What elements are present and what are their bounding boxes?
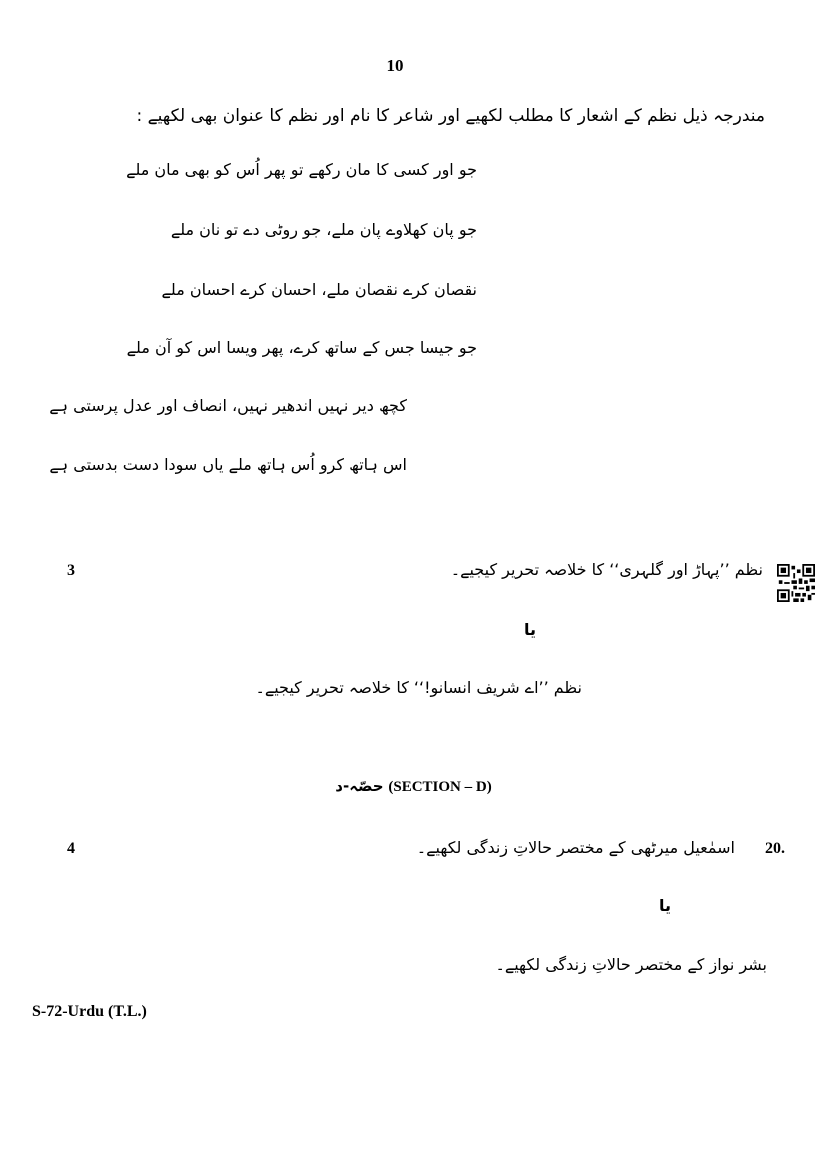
verse-line-3: نقصان کرے نقصان ملے، احسان کرے احسان ملے: [161, 280, 477, 299]
summary-option-b: نظم ’’اے شریف انسانو!‘‘ کا خلاصہ تحریر کیجیے۔: [255, 678, 582, 697]
section-heading: [0, 777, 827, 796]
marks-summary-question: 3: [67, 562, 75, 579]
section-heading-urdu: حصّہ-د: [335, 777, 384, 795]
question-20-or-label: یا: [658, 896, 671, 915]
verse-line-4: جو جیسا جس کے ساتھ کرے، پھر ویسا اس کو آن ملے: [126, 338, 477, 357]
verse-line-1: جو اور کسی کا مان رکھے تو پھر اُس کو بھی مان ملے: [126, 160, 477, 179]
section-heading-english: (SECTION – D): [388, 779, 492, 795]
qr-code-icon: [777, 563, 815, 603]
footer-paper-code: S-72-Urdu (T.L.): [32, 1003, 147, 1020]
verse-line-5: کچھ دیر نہیں اندھیر نہیں، انصاف اور عدل پرستی ہے: [49, 396, 407, 415]
question-instruction: مندرجہ ذیل نظم کے اشعار کا مطلب لکھیے اور شاعر کا نام اور نظم کا عنوان بھی لکھیے :: [136, 106, 765, 126]
question-20-option-a: اسمٰعیل میرٹھی کے مختصر حالاتِ زندگی لکھیے۔: [416, 838, 735, 857]
marks-question-20: 4: [67, 840, 75, 857]
question-number-20: 20.: [765, 840, 785, 857]
question-20-option-b: بشر نواز کے مختصر حالاتِ زندگی لکھیے۔: [495, 955, 767, 974]
verse-line-2: جو پان کھلاوے پان ملے، جو روٹی دے تو نان ملے: [170, 220, 477, 239]
verse-line-6: اس ہاتھ کرو اُس ہاتھ ملے یاں سودا دست بدستی ہے: [49, 455, 407, 474]
summary-or-label: یا: [523, 620, 536, 639]
page-number: 10: [386, 56, 404, 75]
summary-option-a: نظم ’’پہاڑ اور گلہری‘‘ کا خلاصہ تحریر کیجیے۔: [450, 560, 763, 579]
